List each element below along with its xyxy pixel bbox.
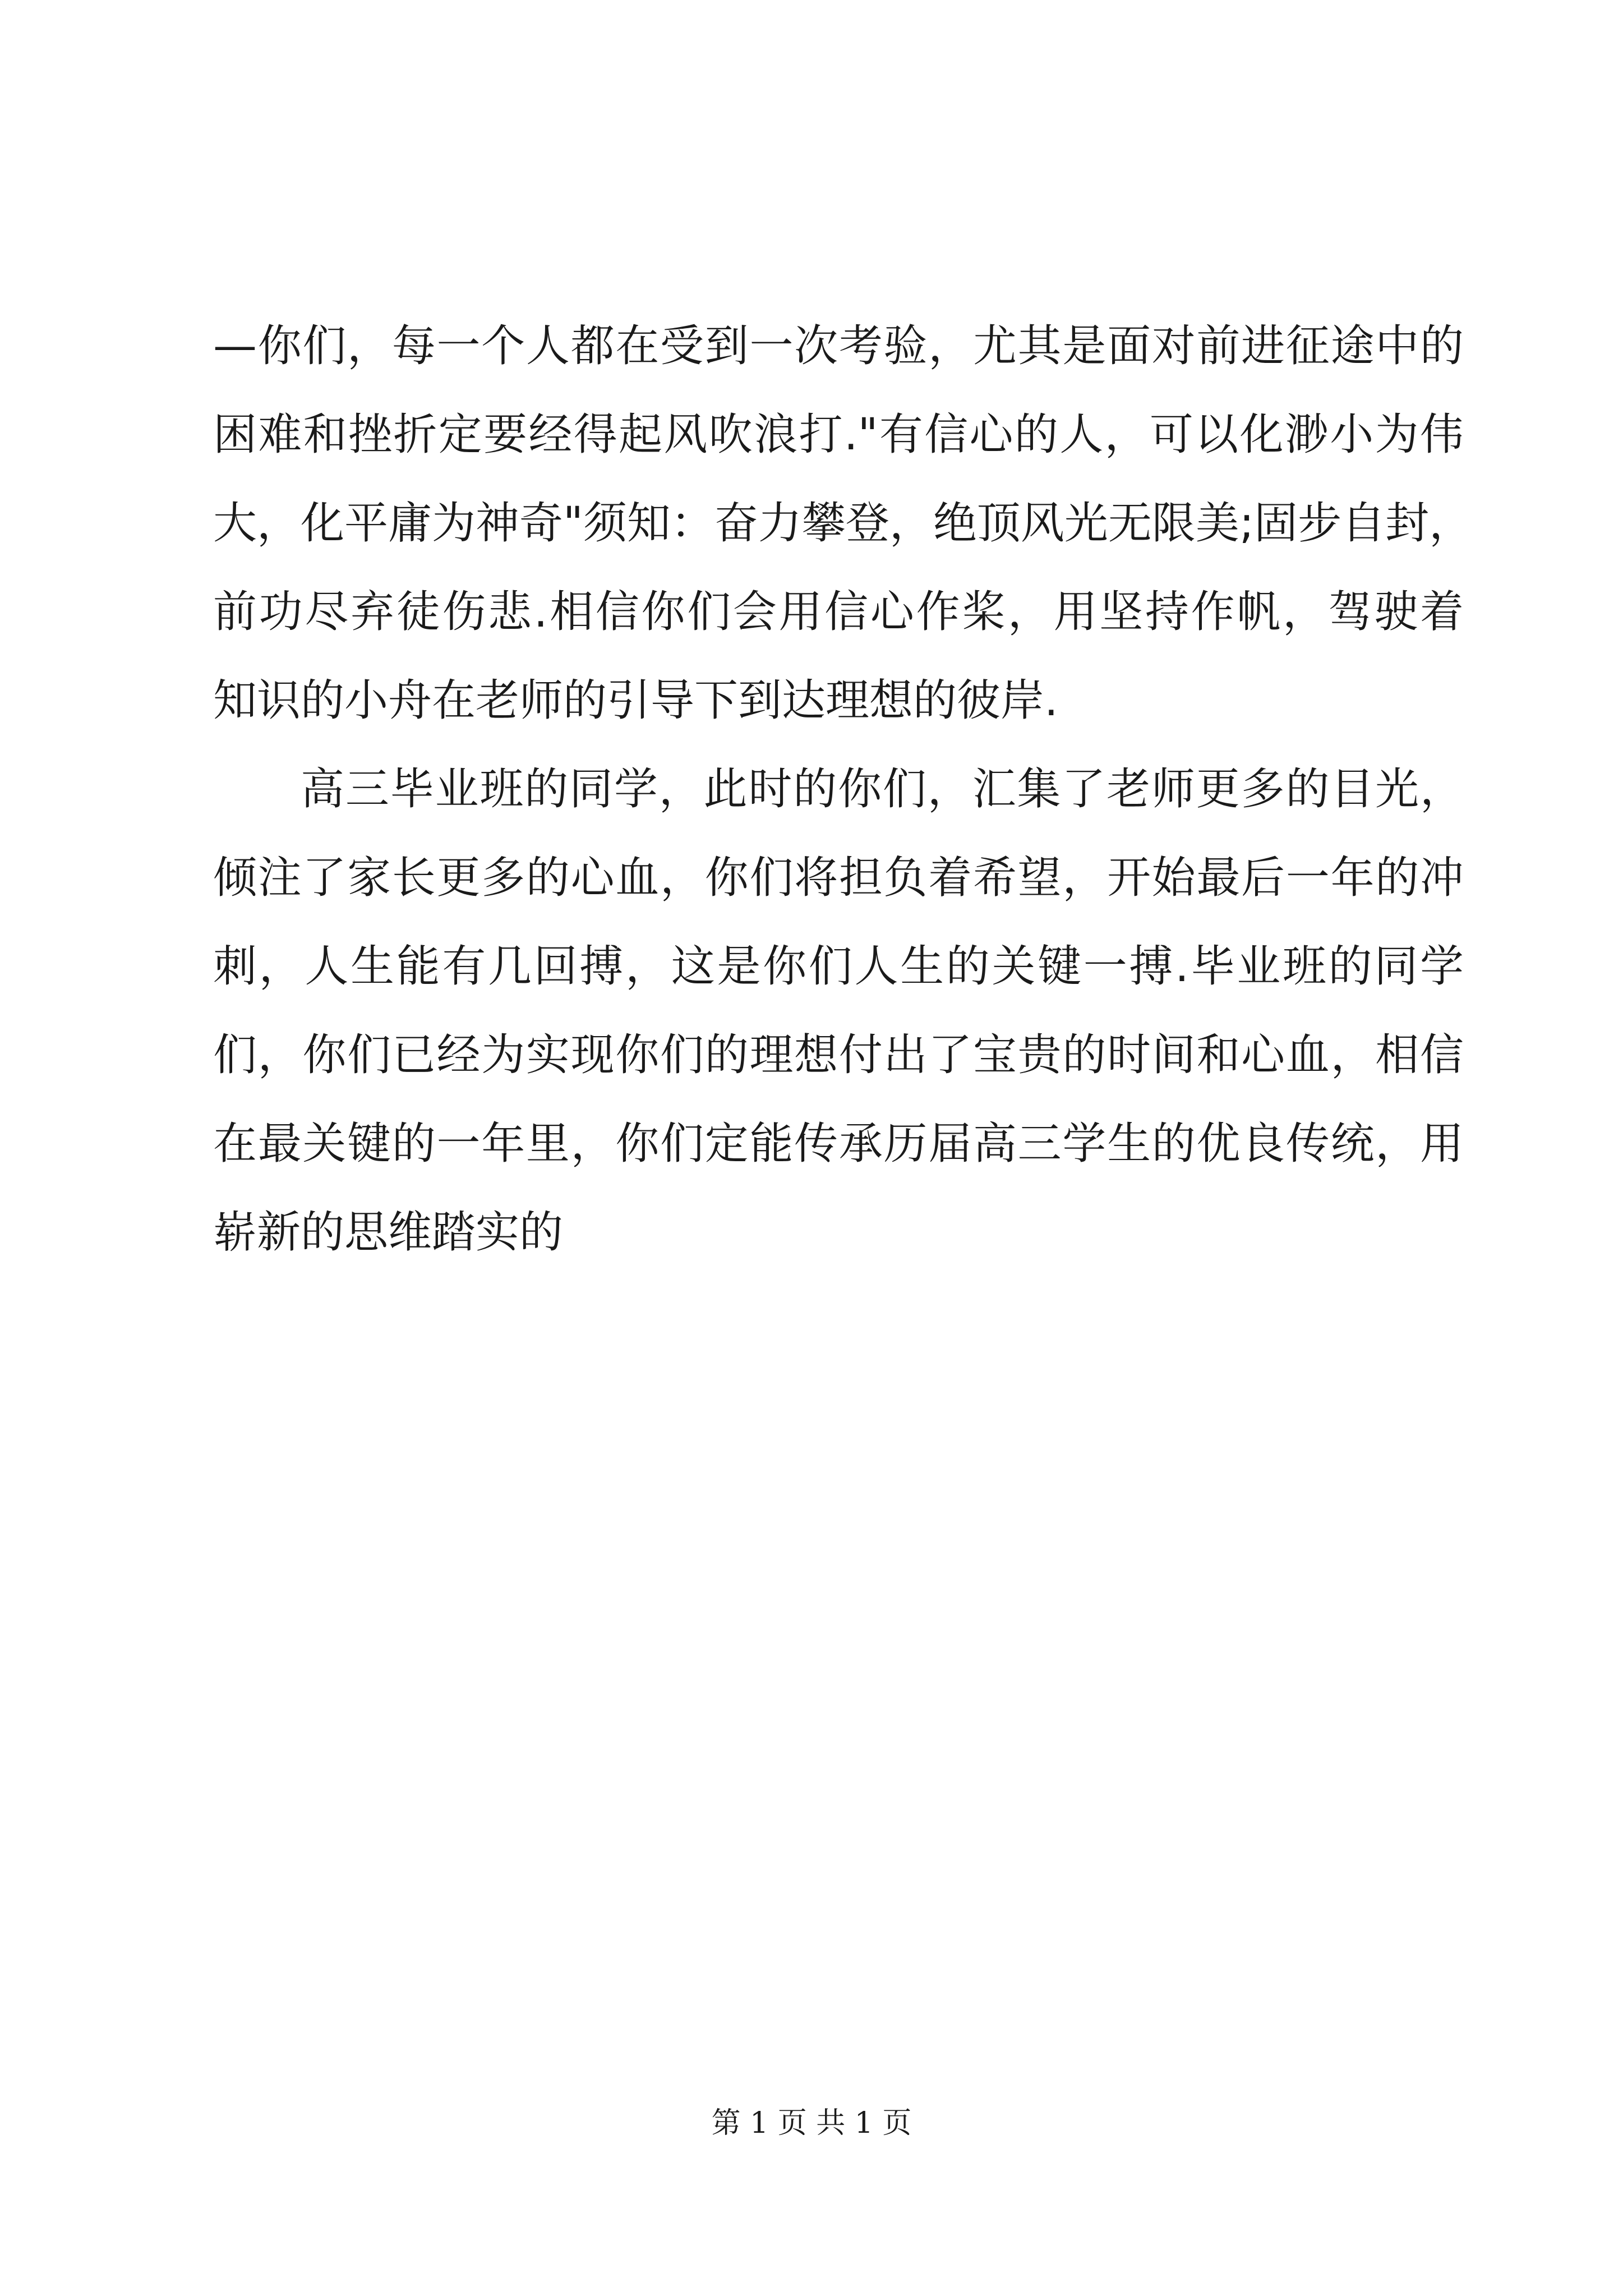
text-line: 刺，人生能有几回搏，这是你们人生的关键一搏.毕业班的同学	[213, 941, 1464, 992]
text-line: 倾注了家长更多的心血，你们将担负着希望，开始最后一年的冲	[213, 853, 1464, 903]
text-line: 前功尽弃徒伤悲.相信你们会用信心作桨，用坚持作帆，驾驶着	[213, 587, 1464, 637]
text-line: 困难和挫折定要经得起风吹浪打."有信心的人，可以化渺小为伟	[213, 409, 1464, 460]
body-text	[213, 302, 1473, 1277]
page-footer	[0, 2104, 1623, 2143]
text-line: 高三毕业班的同学，此时的你们，汇集了老师更多的目光，	[301, 764, 1464, 815]
text-line: 知识的小舟在老师的引导下到达理想的彼岸.	[213, 675, 1058, 726]
text-line: 在最关键的一年里，你们定能传承历届高三学生的优良传统，用	[213, 1119, 1464, 1169]
text-line: —你们，每一个人都在受到一次考验，尤其是面对前进征途中的	[213, 321, 1464, 371]
text-line: 崭新的思维踏实的	[213, 1207, 564, 1258]
text-line: 大，化平庸为神奇"须知：奋力攀登，绝顶风光无限美;固步自封，	[213, 498, 1473, 549]
text-line: 们，你们已经为实现你们的理想付出了宝贵的时间和心血，相信	[213, 1030, 1464, 1080]
page-number: 第 1 页 共 1 页	[711, 2106, 912, 2140]
